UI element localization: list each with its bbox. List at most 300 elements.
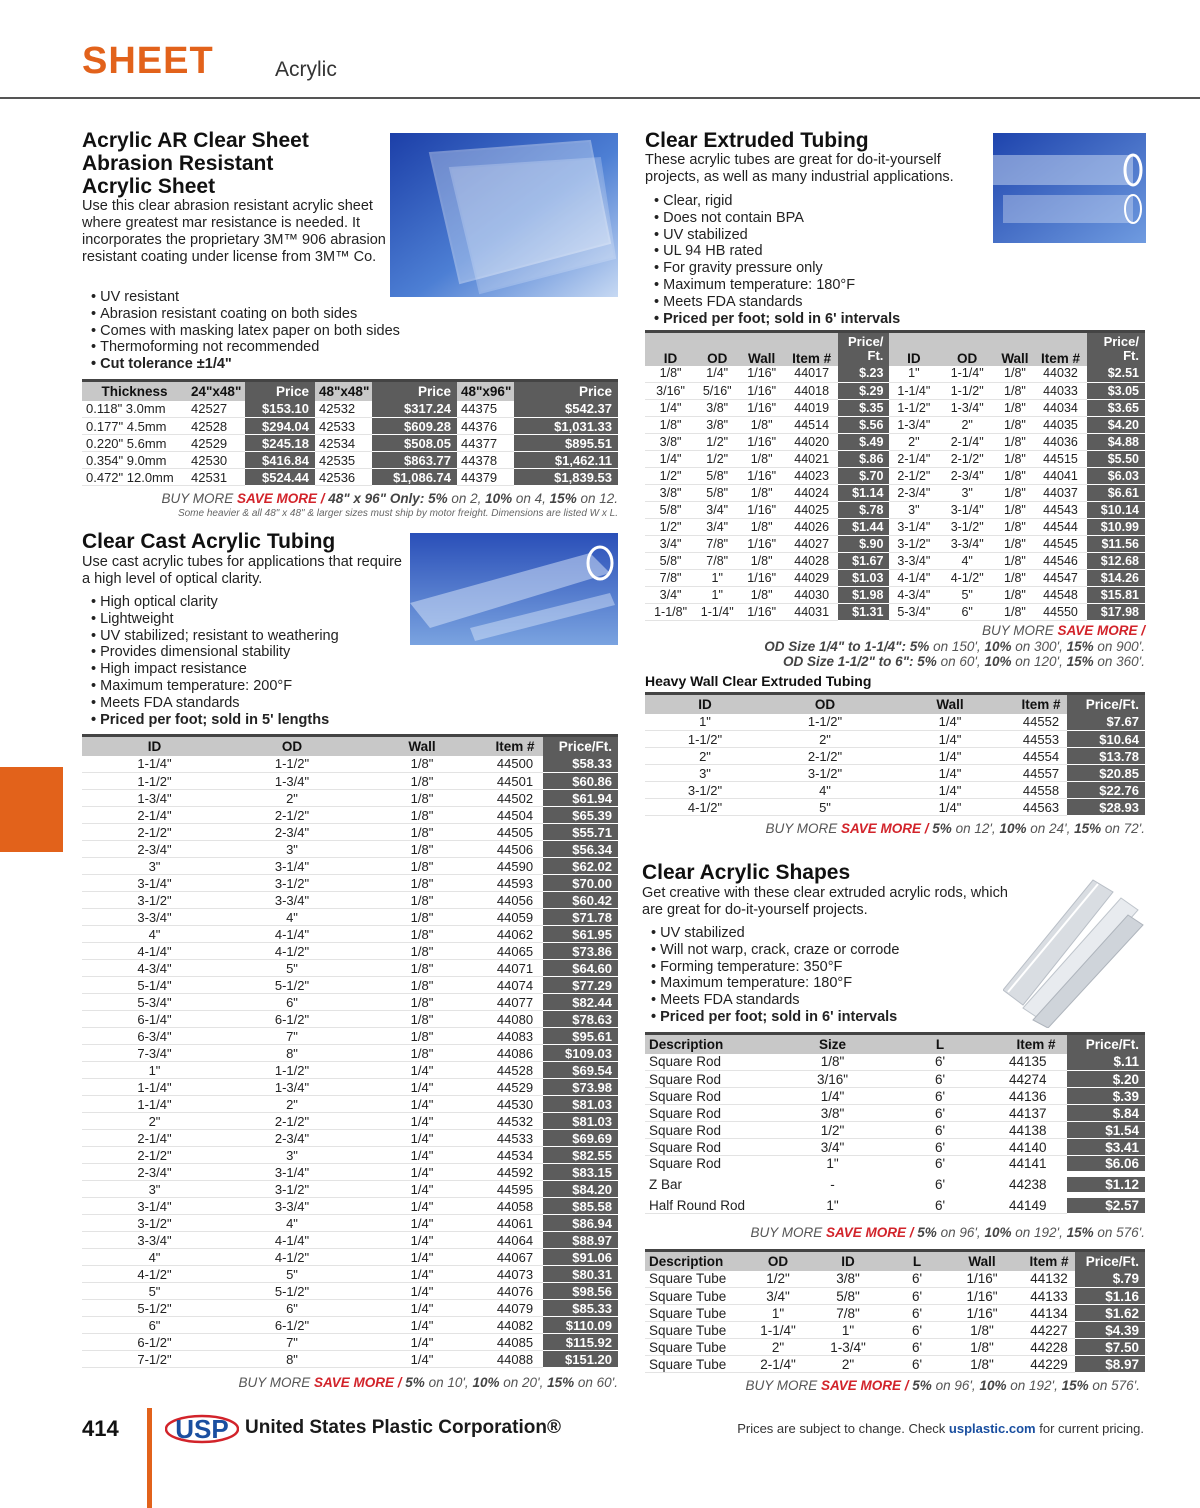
cast-price-table	[82, 734, 618, 1368]
table-cell: 44533	[487, 1130, 543, 1147]
table-cell: 7"	[227, 1028, 357, 1045]
table-cell: 44061	[487, 1215, 543, 1232]
table-cell: 1-1/2"	[645, 731, 765, 748]
table-cell: 1/8"	[357, 824, 487, 841]
table-cell: 44545	[1034, 536, 1087, 553]
table-cell: 5/8"	[696, 468, 738, 485]
table-cell: 44076	[487, 1283, 543, 1300]
table-cell: 42528	[187, 418, 245, 435]
table-cell: 44548	[1034, 587, 1087, 604]
table-cell: 1-3/4"	[227, 1079, 357, 1096]
table-cell: 1/16"	[738, 400, 785, 417]
acrylic-sheet-photo	[390, 133, 618, 297]
table-row	[645, 765, 1145, 782]
price-cell: $.84	[1067, 1105, 1145, 1122]
table-cell: 3/4"	[645, 536, 696, 553]
table-cell: 4-1/2"	[938, 570, 996, 587]
table-row	[82, 1317, 618, 1334]
table-cell: 3-1/4"	[82, 1198, 227, 1215]
table-cell: 6-3/4"	[82, 1028, 227, 1045]
table-cell: 4"	[765, 782, 885, 799]
table-cell: 1/8"	[357, 1011, 487, 1028]
table-cell: 44528	[487, 1062, 543, 1079]
table-row	[82, 790, 618, 807]
table-row	[645, 1071, 1145, 1088]
table-cell: 0.118" 3.0mm	[82, 401, 187, 418]
price-cell: $10.64	[1067, 731, 1145, 748]
table-cell: 2"	[765, 731, 885, 748]
table-cell: 1/4"	[357, 1096, 487, 1113]
price-cell: $58.33	[543, 756, 618, 773]
table-cell: 42532	[315, 401, 372, 418]
table-header: Thickness 24"x48" Price 48"x48" Price 48"x96" Price	[82, 381, 618, 401]
price-cell: $81.03	[543, 1113, 618, 1130]
price-cell: $.79	[1075, 1271, 1145, 1288]
table-cell: 1/8"	[996, 417, 1034, 434]
price-cell: $5.50	[1087, 451, 1145, 468]
price-cell: $95.61	[543, 1028, 618, 1045]
table-cell: Square Rod	[645, 1071, 790, 1088]
table-cell: -	[790, 1174, 875, 1195]
price-cell: $4.39	[1075, 1322, 1145, 1339]
pricing-notice: Prices are subject to change. Check usplastic.com for current pricing.	[737, 1421, 1144, 1436]
table-cell: 5-1/4"	[82, 977, 227, 994]
svg-text:USP: USP	[175, 1414, 229, 1444]
table-cell: 3-1/4"	[82, 875, 227, 892]
table-cell: 1/2"	[645, 519, 696, 536]
price-cell: $7.67	[1067, 714, 1145, 731]
price-cell: $60.86	[543, 773, 618, 790]
table-cell: 44028	[785, 553, 838, 570]
table-cell: 1/2"	[790, 1122, 875, 1139]
table-cell: 6"	[938, 604, 996, 621]
ar-shipping-note: Some heavier & all 48" x 48" & larger sizes must ship by motor freight. Dimensions are listed W x L.	[177, 508, 618, 519]
table-cell: 6'	[875, 1122, 1005, 1139]
table-cell: 1"	[696, 570, 738, 587]
table-row	[645, 748, 1145, 765]
table-cell: 1-1/4"	[82, 756, 227, 773]
shapes-quantity-discount: BUY MORE SAVE MORE / 5% on 96', 10% on 192', 15% on 576'.	[750, 1225, 1145, 1240]
table-cell: 44554	[1015, 748, 1067, 765]
table-cell: 4-1/4"	[227, 926, 357, 943]
table-cell: 44506	[487, 841, 543, 858]
table-cell: 1/16"	[941, 1305, 1023, 1322]
price-cell: $81.03	[543, 1096, 618, 1113]
table-cell: 1-1/8"	[645, 604, 696, 621]
table-cell: 1-1/4"	[753, 1322, 803, 1339]
table-cell: 6'	[893, 1305, 941, 1322]
table-cell: 44274	[1005, 1071, 1067, 1088]
table-cell: 42530	[187, 452, 245, 469]
table-cell: 44563	[1015, 799, 1067, 816]
table-cell: 6-1/2"	[82, 1334, 227, 1351]
table-cell: 1/8"	[996, 451, 1034, 468]
extruded-tube-photo	[993, 133, 1146, 243]
table-cell: 3-3/4"	[82, 1232, 227, 1249]
shapes-description: Get creative with these clear extruded acrylic rods, which are great for do-it-yourself projects.	[642, 885, 1008, 918]
table-cell: 2-1/2"	[765, 748, 885, 765]
table-cell: 44543	[1034, 502, 1087, 519]
table-cell: 3-1/2"	[889, 536, 938, 553]
price-cell: $73.98	[543, 1079, 618, 1096]
price-cell: $82.44	[543, 994, 618, 1011]
table-cell: 1/2"	[645, 468, 696, 485]
table-cell: 2-3/4"	[889, 485, 938, 502]
table-cell: 1-1/4"	[889, 383, 938, 400]
price-cell: $151.20	[543, 1351, 618, 1368]
table-cell: 44034	[1034, 400, 1087, 417]
table-cell: 7/8"	[645, 570, 696, 587]
price-cell: $110.09	[543, 1317, 618, 1334]
price-cell: $115.92	[543, 1334, 618, 1351]
table-cell: 1/4"	[696, 366, 738, 383]
price-cell: $153.10	[245, 401, 315, 418]
table-cell: 1"	[803, 1322, 893, 1339]
table-cell: 44041	[1034, 468, 1087, 485]
table-cell: 1-3/4"	[889, 417, 938, 434]
price-cell: $77.29	[543, 977, 618, 994]
ar-price-table	[82, 379, 618, 486]
table-cell: 7-1/2"	[82, 1351, 227, 1368]
table-cell: 44140	[1005, 1139, 1067, 1156]
table-cell: 44228	[1023, 1339, 1075, 1356]
table-cell: 2"	[889, 434, 938, 451]
table-cell: 7/8"	[803, 1305, 893, 1322]
price-cell: $61.94	[543, 790, 618, 807]
table-cell: 3-3/4"	[889, 553, 938, 570]
table-cell: 2-1/4"	[82, 807, 227, 824]
price-cell: $20.85	[1067, 765, 1145, 782]
price-cell: $73.86	[543, 943, 618, 960]
table-cell: 5"	[938, 587, 996, 604]
table-row	[82, 1096, 618, 1113]
table-cell: 44026	[785, 519, 838, 536]
price-cell: $61.95	[543, 926, 618, 943]
price-cell: $6.06	[1067, 1156, 1145, 1175]
ar-description: Use this clear abrasion resistant acrylic sheet where greatest mar resistance is needed. It incorporates the proprietary 3M™ 906 abrasion resistant coating under license from 3M™ Co.	[82, 198, 386, 265]
table-cell: 1/8"	[357, 960, 487, 977]
table-cell: 1/8"	[996, 536, 1034, 553]
table-cell: 5"	[82, 1283, 227, 1300]
table-cell: 1/8"	[357, 875, 487, 892]
table-row	[82, 1351, 618, 1368]
table-cell: 3/8"	[696, 417, 738, 434]
table-cell: 1/8"	[790, 1054, 875, 1071]
price-cell: $11.56	[1087, 536, 1145, 553]
table-cell: 3/16"	[645, 383, 696, 400]
table-row	[645, 1174, 1145, 1195]
table-row	[645, 570, 1145, 587]
table-cell: 2-3/4"	[227, 824, 357, 841]
table-cell: 5"	[765, 799, 885, 816]
table-cell: Square Rod	[645, 1054, 790, 1071]
table-cell: 44378	[457, 452, 514, 469]
table-cell: 6'	[875, 1105, 1005, 1122]
table-cell: 3"	[82, 1181, 227, 1198]
table-row	[82, 926, 618, 943]
table-cell: 44024	[785, 485, 838, 502]
table-header: Description Size L Item # Price/Ft.	[645, 1034, 1145, 1054]
table-cell: 2-1/2"	[82, 824, 227, 841]
table-row	[82, 1045, 618, 1062]
price-cell: $6.03	[1087, 468, 1145, 485]
table-cell: 3-1/4"	[227, 858, 357, 875]
table-cell: 1/8"	[996, 400, 1034, 417]
table-cell: 42527	[187, 401, 245, 418]
table-cell: 44135	[1005, 1054, 1067, 1071]
price-cell: $.78	[838, 502, 889, 519]
table-cell: 6-1/2"	[227, 1011, 357, 1028]
table-cell: 2-1/2"	[227, 807, 357, 824]
table-cell: 1"	[696, 587, 738, 604]
table-cell: 1/16"	[738, 366, 785, 383]
price-cell: $3.41	[1067, 1139, 1145, 1156]
table-cell: 5"	[227, 1266, 357, 1283]
table-cell: 1/16"	[738, 468, 785, 485]
ar-title: Acrylic AR Clear Sheet Abrasion Resistant Acrylic Sheet	[82, 129, 309, 198]
table-cell: 44017	[785, 366, 838, 383]
price-cell: $1,462.11	[514, 452, 618, 469]
price-cell: $86.94	[543, 1215, 618, 1232]
website-link[interactable]: usplastic.com	[948, 1421, 1036, 1436]
table-cell: 42531	[187, 469, 245, 486]
table-cell: 2"	[938, 417, 996, 434]
price-cell: $1.16	[1075, 1288, 1145, 1305]
table-cell: 44064	[487, 1232, 543, 1249]
table-cell: 6'	[875, 1156, 1005, 1175]
table-cell: 42535	[315, 452, 372, 469]
price-cell: $1.12	[1067, 1174, 1145, 1195]
table-cell: 1/4"	[357, 1181, 487, 1198]
table-row	[82, 756, 618, 773]
table-cell: 1/4"	[357, 1283, 487, 1300]
table-cell: 6'	[875, 1195, 1005, 1214]
table-cell: 1"	[790, 1195, 875, 1214]
table-cell: 6'	[893, 1271, 941, 1288]
table-cell: 1/4"	[885, 731, 1015, 748]
table-cell: 44552	[1015, 714, 1067, 731]
table-cell: 1/4"	[357, 1300, 487, 1317]
table-row	[82, 1113, 618, 1130]
table-row	[82, 977, 618, 994]
table-cell: 1/2"	[753, 1271, 803, 1288]
price-cell: $4.88	[1087, 434, 1145, 451]
section-subtitle: Acrylic	[275, 58, 337, 81]
table-cell: 1/8"	[996, 434, 1034, 451]
price-cell: $13.78	[1067, 748, 1145, 765]
price-cell: $1.67	[838, 553, 889, 570]
price-cell: $10.99	[1087, 519, 1145, 536]
table-cell: 3-1/2"	[765, 765, 885, 782]
table-cell: 1/8"	[738, 485, 785, 502]
table-cell: 2-1/4"	[889, 451, 938, 468]
table-cell: 3/8"	[696, 400, 738, 417]
table-row	[645, 485, 1145, 502]
price-cell: $17.98	[1087, 604, 1145, 621]
table-cell: 4-1/2"	[227, 943, 357, 960]
table-cell: 6'	[893, 1339, 941, 1356]
cast-description: Use cast acrylic tubes for applications that require a high level of optical clarity.	[82, 554, 402, 587]
table-cell: 44593	[487, 875, 543, 892]
table-cell: 3-3/4"	[227, 1198, 357, 1215]
table-row	[645, 536, 1145, 553]
table-cell: 44032	[1034, 366, 1087, 383]
table-cell: 44023	[785, 468, 838, 485]
table-row	[645, 400, 1145, 417]
table-cell: 44073	[487, 1266, 543, 1283]
table-cell: 44553	[1015, 731, 1067, 748]
table-cell: 5/8"	[645, 553, 696, 570]
cast-tube-photo	[410, 533, 618, 645]
table-cell: 44501	[487, 773, 543, 790]
table-cell: 1/8"	[996, 519, 1034, 536]
price-cell: $98.56	[543, 1283, 618, 1300]
table-row	[645, 799, 1145, 816]
table-cell: 1-3/4"	[938, 400, 996, 417]
table-cell: 44033	[1034, 383, 1087, 400]
table-cell: 44059	[487, 909, 543, 926]
table-cell: 2-1/2"	[938, 451, 996, 468]
table-cell: 44019	[785, 400, 838, 417]
table-cell: 44134	[1023, 1305, 1075, 1322]
table-cell: 3"	[938, 485, 996, 502]
table-row	[645, 1122, 1145, 1139]
table-cell: 4-1/4"	[227, 1232, 357, 1249]
table-cell: 44149	[1005, 1195, 1067, 1214]
table-cell: 1/8"	[357, 1028, 487, 1045]
table-cell: 6"	[227, 994, 357, 1011]
table-row	[645, 553, 1145, 570]
table-row	[82, 1266, 618, 1283]
price-cell: $56.34	[543, 841, 618, 858]
table-cell: 5-1/2"	[82, 1300, 227, 1317]
price-cell: $1.62	[1075, 1305, 1145, 1322]
table-cell: 1/8"	[996, 502, 1034, 519]
extruded-price-table	[645, 330, 1145, 621]
table-row	[82, 418, 618, 435]
table-row	[82, 1011, 618, 1028]
table-cell: 5/8"	[803, 1288, 893, 1305]
table-cell: 44065	[487, 943, 543, 960]
table-cell: 2-3/4"	[938, 468, 996, 485]
table-row	[82, 909, 618, 926]
extruded-features: • Clear, rigid • Does not contain BPA • UV stabilized • UL 94 HB rated • For gravity pressure only • Maximum temperature: 180°F • Meets FDA standards • Priced per foot; sold in 6' intervals	[654, 193, 984, 327]
table-cell: 3-1/4"	[938, 502, 996, 519]
price-cell: $1,839.53	[514, 469, 618, 486]
table-cell: 42529	[187, 435, 245, 452]
table-cell: 3-1/2"	[645, 782, 765, 799]
table-cell: 2"	[753, 1339, 803, 1356]
table-cell: 0.220" 5.6mm	[82, 435, 187, 452]
table-cell: 1-1/4"	[82, 1079, 227, 1096]
table-row	[82, 773, 618, 790]
table-cell: 44546	[1034, 553, 1087, 570]
table-cell: 6'	[875, 1071, 1005, 1088]
table-cell: 1/4"	[357, 1147, 487, 1164]
table-cell: 44500	[487, 756, 543, 773]
table-cell: 44086	[487, 1045, 543, 1062]
table-cell: 1-3/4"	[82, 790, 227, 807]
table-cell: 44085	[487, 1334, 543, 1351]
table-cell: 2-1/4"	[753, 1356, 803, 1373]
table-cell: 44030	[785, 587, 838, 604]
footer-accent	[147, 1408, 152, 1508]
table-cell: 44037	[1034, 485, 1087, 502]
price-cell: $2.51	[1087, 366, 1145, 383]
table-row	[82, 435, 618, 452]
table-cell: 44529	[487, 1079, 543, 1096]
table-row	[645, 417, 1145, 434]
table-cell: 1/4"	[885, 748, 1015, 765]
table-cell: 44547	[1034, 570, 1087, 587]
table-cell: 1"	[82, 1062, 227, 1079]
cast-features: • High optical clarity • Lightweight • UV stabilized; resistant to weathering • Provides dimensional stability • High impact resistance • Maximum temperature: 200°F • Meets FDA standards • Priced per foot; sold in 5' lengths	[91, 594, 411, 728]
price-cell: $1.98	[838, 587, 889, 604]
table-cell: 4"	[227, 1215, 357, 1232]
table-cell: Square Rod	[645, 1122, 790, 1139]
table-cell: 1/4"	[357, 1062, 487, 1079]
table-cell: 44514	[785, 417, 838, 434]
table-cell: 1/8"	[941, 1356, 1023, 1373]
table-cell: 6'	[875, 1174, 1005, 1195]
table-cell: 5/8"	[696, 485, 738, 502]
table-cell: Square Rod	[645, 1156, 790, 1175]
price-cell: $416.84	[245, 452, 315, 469]
table-cell: 4-1/4"	[82, 943, 227, 960]
table-cell: 1/8"	[738, 451, 785, 468]
shapes-tube-table	[645, 1249, 1145, 1373]
table-cell: 44377	[457, 435, 514, 452]
table-header: Description OD ID L Wall Item # Price/Ft.	[645, 1251, 1145, 1271]
price-cell: $64.60	[543, 960, 618, 977]
table-cell: 44088	[487, 1351, 543, 1368]
table-cell: 44137	[1005, 1105, 1067, 1122]
price-cell: $.56	[838, 417, 889, 434]
table-row	[645, 587, 1145, 604]
table-cell: 44133	[1023, 1288, 1075, 1305]
table-cell: 5-3/4"	[889, 604, 938, 621]
table-cell: 5-1/2"	[227, 977, 357, 994]
table-row	[645, 731, 1145, 748]
table-cell: 44534	[487, 1147, 543, 1164]
table-row	[82, 1215, 618, 1232]
table-cell: 3/4"	[696, 502, 738, 519]
table-cell: 1/4"	[645, 400, 696, 417]
table-cell: 6'	[875, 1088, 1005, 1105]
table-cell: 1/16"	[738, 383, 785, 400]
table-row	[82, 401, 618, 418]
table-cell: 1/8"	[996, 587, 1034, 604]
table-cell: 1/4"	[357, 1351, 487, 1368]
table-cell: 1/16"	[738, 570, 785, 587]
price-cell: $15.81	[1087, 587, 1145, 604]
table-cell: 6"	[227, 1300, 357, 1317]
tube-quantity-discount: BUY MORE SAVE MORE / 5% on 96', 10% on 192', 15% on 576'.	[745, 1378, 1140, 1393]
table-cell: 5-3/4"	[82, 994, 227, 1011]
table-cell: 3"	[82, 858, 227, 875]
table-cell: 1"	[753, 1305, 803, 1322]
table-row	[82, 841, 618, 858]
table-cell: 1/8"	[645, 366, 696, 383]
price-cell: $1,031.33	[514, 418, 618, 435]
price-cell: $1.03	[838, 570, 889, 587]
table-row	[82, 1232, 618, 1249]
table-cell: 2-3/4"	[82, 841, 227, 858]
table-cell: 1/4"	[357, 1334, 487, 1351]
table-cell: 1/4"	[357, 1249, 487, 1266]
table-cell: 2-1/2"	[82, 1147, 227, 1164]
table-row	[82, 960, 618, 977]
